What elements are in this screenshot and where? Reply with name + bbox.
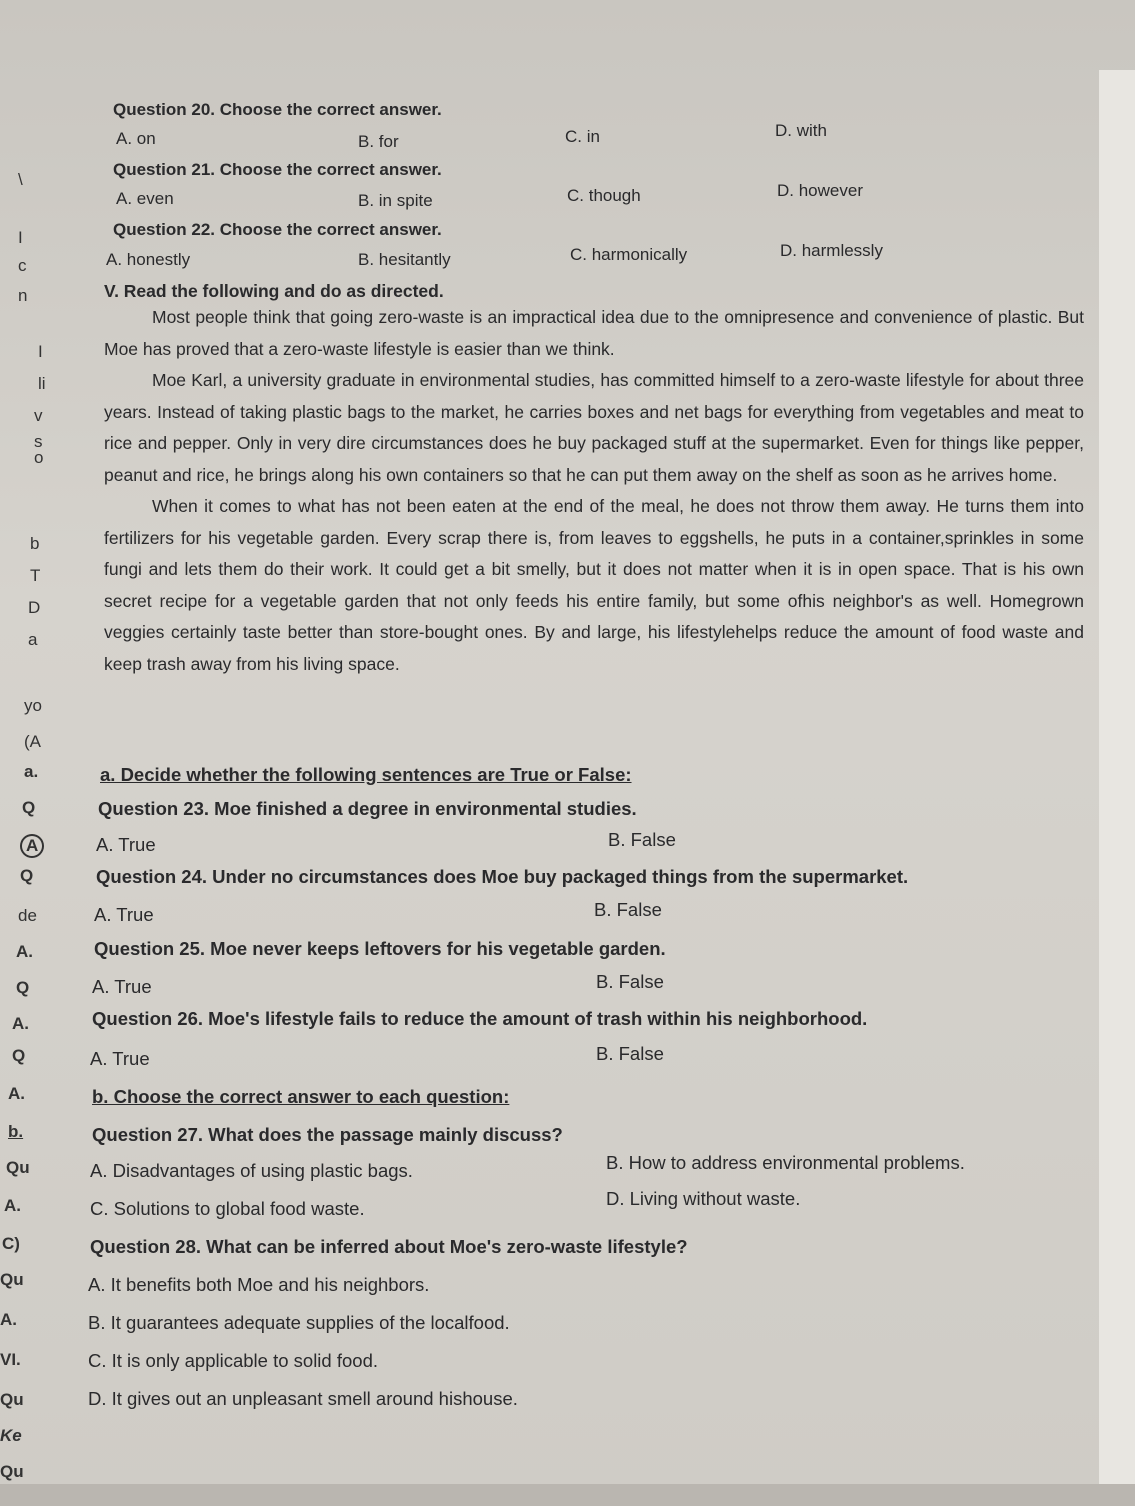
q28-option-c: C. It is only applicable to solid food. — [88, 1350, 378, 1371]
margin-fragment: o — [34, 448, 44, 467]
margin-fragment: C) — [2, 1234, 20, 1253]
q20-option-c: C. in — [565, 127, 600, 146]
q28-option-a: A. It benefits both Moe and his neighbors. — [88, 1274, 430, 1295]
q22-option-d: D. harmlessly — [780, 241, 883, 260]
margin-fragment: Qu — [0, 1390, 24, 1409]
margin-fragment: A. — [12, 1014, 29, 1033]
question-24-title: Question 24. Under no circumstances does Moe buy packaged things from the supermarket. — [96, 866, 909, 887]
margin-fragment: b. — [8, 1122, 24, 1141]
margin-fragment: a. — [24, 762, 39, 781]
left-margin-fragments — [0, 0, 60, 1506]
question-20-title: Question 20. Choose the correct answer. — [113, 100, 442, 119]
margin-fragment: A. — [4, 1196, 21, 1215]
margin-fragment: n — [18, 286, 28, 305]
q27-option-c: C. Solutions to global food waste. — [90, 1198, 365, 1219]
q27-option-b: B. How to address environmental problems. — [606, 1152, 965, 1173]
page-edge — [1099, 70, 1135, 1506]
page-bottom-edge — [0, 1484, 1135, 1506]
margin-fragment: I — [18, 228, 23, 247]
margin-fragment: li — [38, 374, 46, 393]
margin-fragment: T — [30, 566, 41, 585]
part-a-heading: a. Decide whether the following sentences are True or False: — [100, 764, 632, 785]
q24-option-b: B. False — [594, 899, 662, 920]
q27-option-d: D. Living without waste. — [606, 1188, 801, 1209]
margin-fragment: v — [34, 406, 43, 425]
q20-option-d: D. with — [775, 121, 827, 140]
margin-fragment: c — [18, 256, 27, 275]
q21-option-b: B. in spite — [358, 191, 433, 210]
margin-fragment: Q — [16, 978, 30, 997]
q20-option-b: B. for — [358, 132, 399, 151]
section-5-heading: V. Read the following and do as directed. — [104, 281, 444, 301]
q21-option-d: D. however — [777, 181, 863, 200]
part-b-heading: b. Choose the correct answer to each question: — [92, 1086, 510, 1107]
margin-fragment: Qu — [6, 1158, 30, 1177]
margin-fragment: b — [30, 534, 40, 553]
reading-passage — [104, 302, 1084, 680]
question-26-title: Question 26. Moe's lifestyle fails to reduce the amount of trash within his neighborhood. — [92, 1008, 868, 1029]
q28-option-b: B. It guarantees adequate supplies of the localfood. — [88, 1312, 510, 1333]
question-28-title: Question 28. What can be inferred about Moe's zero-waste lifestyle? — [90, 1236, 688, 1257]
margin-fragment: \ — [18, 170, 23, 189]
q26-option-b: B. False — [596, 1043, 664, 1064]
q21-option-a: A. even — [116, 189, 174, 208]
question-27-title: Question 27. What does the passage mainly discuss? — [92, 1124, 563, 1145]
q26-option-a: A. True — [90, 1048, 150, 1069]
question-25-title: Question 25. Moe never keeps leftovers for his vegetable garden. — [94, 938, 666, 959]
question-23-title: Question 23. Moe finished a degree in environmental studies. — [98, 798, 637, 819]
q20-option-a: A. on — [116, 129, 156, 148]
q22-option-c: C. harmonically — [570, 245, 688, 264]
q21-option-c: C. though — [567, 186, 641, 205]
passage-paragraph-2: Moe Karl, a university graduate in environmental studies, has committed himself to a zero-waste lifestyle for about three years. Instead of taking plastic bags to the market, he carries boxes and net bags for everything from vegetables and meat to rice and pepper. Only in very dire circumstances does he buy packaged stuff at the supermarket. Even for things like pepper, peanut and rice, he brings along his own containers so that he can put them away on the shelf as soon as he arrives home. — [104, 370, 1084, 485]
margin-fragment: A. — [8, 1084, 25, 1103]
margin-fragment: Ke — [0, 1426, 22, 1445]
passage-paragraph-1: Most people think that going zero-waste is an impractical idea due to the omnipresence and convenience of plastic. But Moe has proved that a zero-waste lifestyle is easier than we think. — [104, 307, 1084, 359]
margin-fragment: D — [28, 598, 41, 617]
q27-option-a: A. Disadvantages of using plastic bags. — [90, 1160, 413, 1181]
margin-fragment: Q — [22, 798, 36, 817]
question-21-title: Question 21. Choose the correct answer. — [113, 160, 442, 179]
margin-fragment: A. — [0, 1310, 17, 1329]
question-22-title: Question 22. Choose the correct answer. — [113, 220, 442, 239]
margin-fragment: de — [18, 906, 37, 925]
margin-fragment: A — [20, 834, 44, 858]
q22-option-a: A. honestly — [106, 250, 191, 269]
margin-fragment: a — [28, 630, 38, 649]
passage-paragraph-3: When it comes to what has not been eaten at the end of the meal, he does not throw them away. He turns them into fertilizers for his vegetable garden. Every scrap there is, from leaves to eggshells, he puts in a container,sprinkles in some fungi and lets them do their work. It could get a bit smelly, but it does not matter when it is in open space. That is his own secret recipe for a vegetable garden that not only feeds his entire family, but some ofhis neighbor's as well. Homegrown veggies certainly taste better than store-bought ones. By and large, his lifestylehelps reduce the amount of food waste and keep trash away from his living space. — [104, 496, 1084, 674]
q23-option-a: A. True — [96, 834, 156, 855]
margin-fragment: Qu — [0, 1270, 24, 1289]
q24-option-a: A. True — [94, 904, 154, 925]
margin-fragment: Qu — [0, 1462, 24, 1481]
margin-fragment: yo — [24, 696, 42, 715]
q22-option-b: B. hesitantly — [358, 250, 451, 269]
q28-option-d: D. It gives out an unpleasant smell around hishouse. — [88, 1388, 518, 1409]
q25-option-b: B. False — [596, 971, 664, 992]
margin-fragment: (A — [24, 732, 41, 751]
margin-fragment: I — [38, 342, 43, 361]
margin-fragment: Q — [12, 1046, 26, 1065]
margin-fragment: A. — [16, 942, 33, 961]
q25-option-a: A. True — [92, 976, 152, 997]
margin-fragment: s — [34, 432, 43, 451]
q23-option-b: B. False — [608, 829, 676, 850]
margin-fragment: VI. — [0, 1350, 21, 1369]
margin-fragment: Q — [20, 866, 34, 885]
